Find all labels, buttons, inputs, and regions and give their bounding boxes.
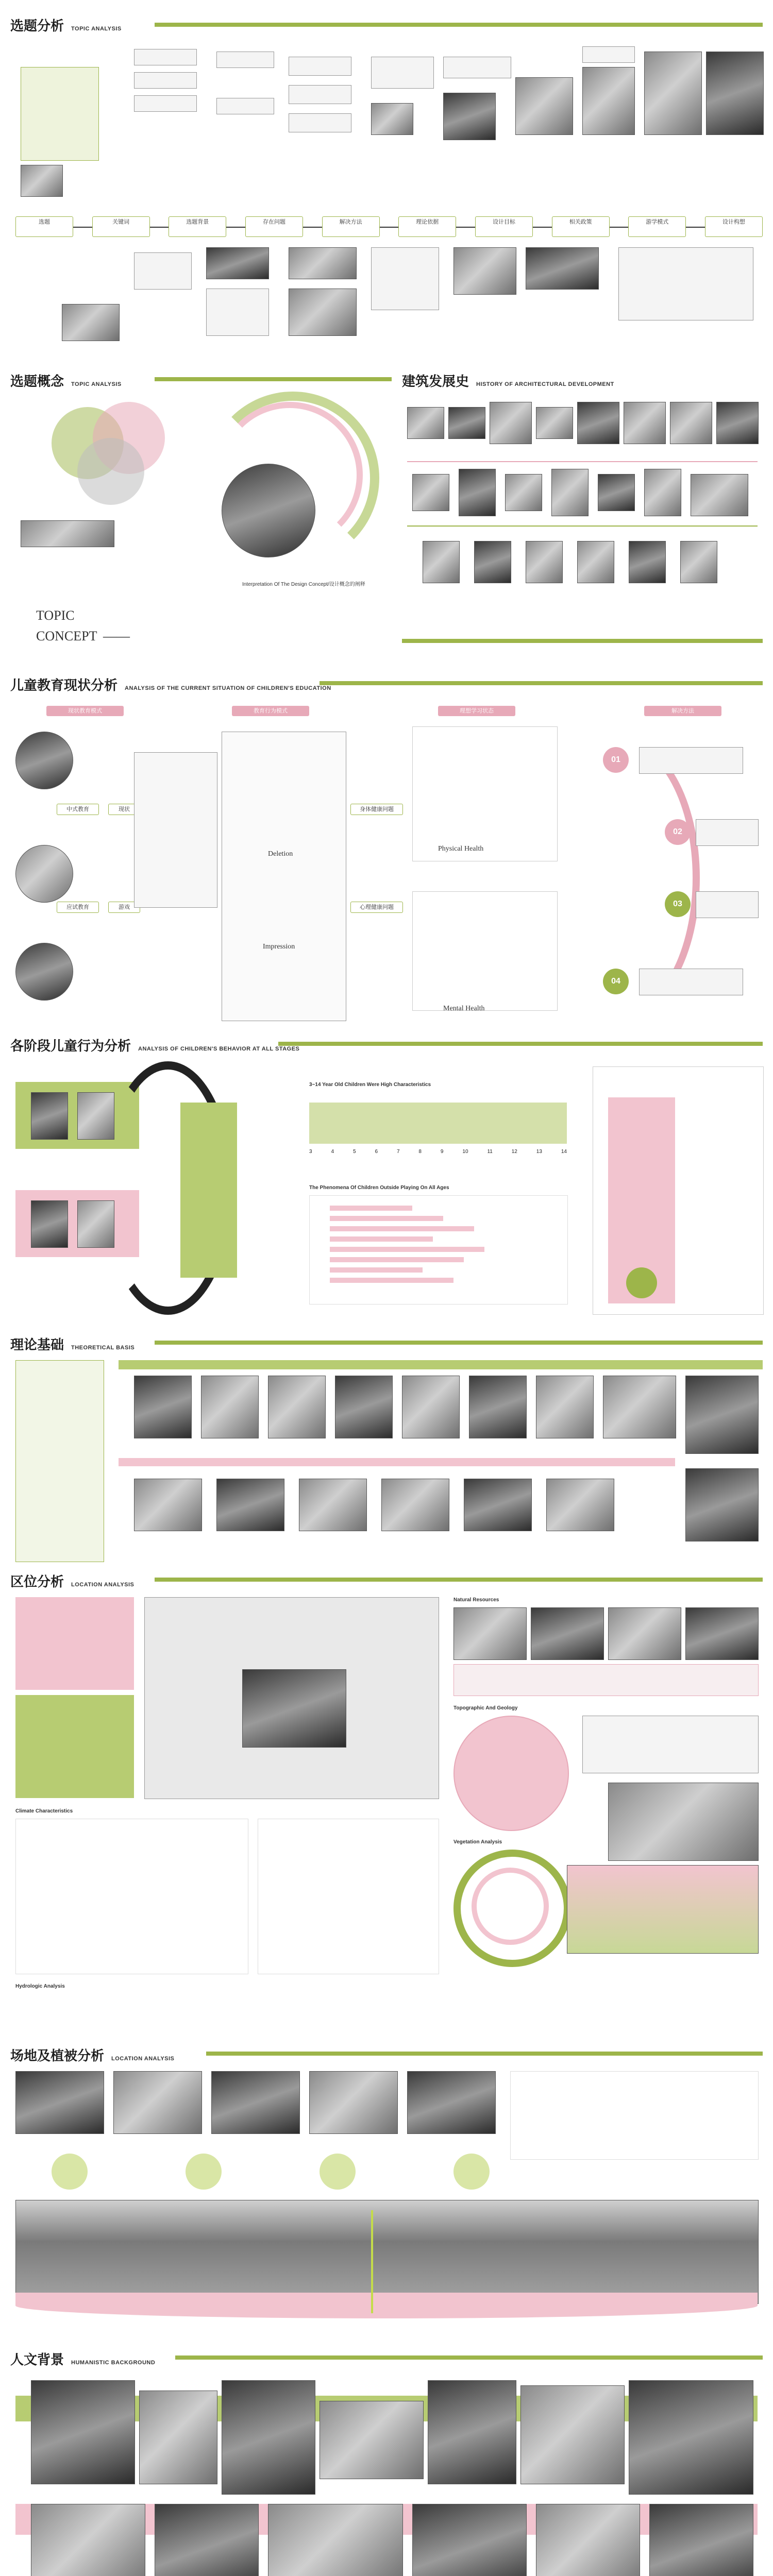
edu-step-text-1 [639,747,743,774]
humanistic-rule [175,2355,763,2360]
topic-title-rule [155,23,763,27]
location-map-1 [15,1597,134,1690]
topic-section [0,0,773,361]
edu-text-left [134,752,217,908]
topic-photo-12 [453,247,516,295]
site-pink-ground [15,2293,758,2318]
concept-topic-word: TOPIC [36,608,75,623]
history-photo-5 [577,402,619,444]
behavior-bar-5 [330,1247,484,1252]
edu-mid-tag-1: 心理健康问题 [350,902,403,913]
history-photo-21 [680,541,717,583]
site-bubble-2 [186,2154,222,2190]
location-veg-inner-ring [472,1868,549,1945]
humanistic-photo-5 [428,2380,516,2484]
age-tick: 6 [375,1149,378,1155]
location-natural-photo-1 [453,1607,527,1660]
theory-title-en: THEORETICAL BASIS [71,1345,135,1351]
edu-circle-photo-2 [15,845,73,903]
humanistic-photo-11 [412,2504,527,2576]
age-tick: 12 [511,1149,517,1155]
theory-left-panel [15,1360,104,1562]
concept-photo-strip [21,520,114,547]
location-natural-photo-3 [608,1607,681,1660]
behavior-bar-1 [330,1206,412,1211]
location-climate-label: Climate Characteristics [15,1808,73,1814]
timeline-node-1: 关键词 [92,216,150,237]
age-tick: 11 [487,1149,493,1155]
venn-circle-grey [77,438,144,505]
history-photo-20 [629,541,666,583]
topic-title [10,15,122,35]
history-title-en: HISTORY OF ARCHITECTURAL DEVELOPMENT [476,381,614,387]
age-tick: 10 [462,1149,468,1155]
site-photo-3 [211,2071,300,2134]
theory-section [0,1334,773,1566]
theory-pink-band [119,1458,675,1466]
humanistic-photo-2 [139,2391,217,2484]
edu-mental-panel [412,891,558,1011]
timeline-node-6: 设计目标 [475,216,533,237]
age-tick: 8 [418,1149,422,1155]
theory-photo-15 [546,1479,614,1531]
site-section [0,2045,773,2334]
site-photo-5 [407,2071,496,2134]
humanistic-photo-9 [155,2504,259,2576]
site-title [10,2045,174,2064]
behavior-bar-6 [330,1257,464,1262]
topic-photo-4 [515,77,573,135]
humanistic-photo-3 [222,2380,315,2495]
education-title-zh: 儿童教育现状分析 [10,677,118,693]
history-photo-7 [670,402,712,444]
behavior-bar-8 [330,1278,453,1283]
timeline-node-7: 相关政策 [552,216,610,237]
behavior-photo-1 [31,1092,68,1140]
concept-concept-word: CONCEPT [36,629,97,643]
edu-header-1: 教育行为模式 [232,706,309,716]
history-photo-12 [551,469,589,516]
topic-box-k [582,46,635,63]
topic-box-g [289,85,351,104]
history-photo-18 [526,541,563,583]
behavior-section [0,1036,773,1324]
behavior-photo-2 [77,1092,114,1140]
topic-photo-9 [206,247,269,279]
timeline-node-2: 选题背景 [169,216,226,237]
theory-photo-14 [464,1479,532,1531]
edu-header-3: 解决方法 [644,706,721,716]
edu-physical-panel [412,726,558,861]
theory-photo-16 [685,1468,759,1541]
history-photo-17 [474,541,511,583]
site-photo-1 [15,2071,104,2134]
age-tick: 7 [396,1149,400,1155]
topic-photo-13 [526,247,599,290]
edu-header-0: 现状教育模式 [46,706,124,716]
edu-circle-photo-3 [15,943,73,1001]
theory-photo-9 [685,1376,759,1454]
humanistic-photo-6 [520,2385,625,2484]
location-hydro-label: Hydrologic Analysis [15,1984,65,1989]
topic-photo-5 [582,67,635,135]
education-rule [320,681,763,685]
timeline-node-0: 选题 [15,216,73,237]
theory-photo-6 [469,1376,527,1438]
humanistic-photo-7 [629,2380,753,2495]
edu-tag-2: 应试教育 [57,902,99,913]
timeline-node-4: 解决方法 [322,216,380,237]
behavior-title-en: ANALYSIS OF CHILDREN'S BEHAVIOR AT ALL STAGES [138,1046,300,1052]
theory-photo-1 [134,1376,192,1438]
edu-mid-tag-0: 身体健康问题 [350,804,403,815]
behavior-bar-2 [330,1216,443,1221]
location-natural-label: Natural Resources [453,1597,499,1603]
history-photo-13 [598,474,635,511]
history-photo-10 [459,469,496,516]
theory-title-zh: 理论基础 [10,1337,64,1352]
behavior-bar-3 [330,1226,474,1231]
behavior-chart1-band [309,1103,567,1144]
location-topo-circle [453,1716,569,1831]
edu-step-text-3 [696,891,759,918]
age-tick: 5 [352,1149,356,1155]
location-topo-label: Topographic And Geology [453,1705,518,1711]
humanistic-photo-8 [31,2504,145,2576]
topic-photo-7 [706,52,764,135]
edu-step-03: 03 [665,891,691,917]
concept-dash: —— [103,629,130,643]
timeline-node-3: 存在问题 [245,216,303,237]
concept-title-zh: 选题概念 [10,374,64,389]
edu-mental-label: Mental Health [443,1005,485,1012]
behavior-photo-3 [31,1200,68,1248]
age-tick: 4 [331,1149,334,1155]
age-tick: 9 [440,1149,444,1155]
theory-photo-4 [335,1376,393,1438]
site-road-line [371,2210,373,2313]
education-title-en: ANALYSIS OF THE CURRENT SITUATION OF CHILDREN'S EDUCATION [125,685,331,691]
topic-photo-6 [644,52,702,135]
history-photo-3 [490,402,532,444]
topic-photo-8 [62,304,120,341]
behavior-strip-green-2 [180,1103,237,1278]
site-photo-2 [113,2071,202,2134]
edu-step-04: 04 [603,969,629,994]
theory-photo-7 [536,1376,594,1438]
theory-title [10,1334,135,1353]
site-axon-panel [510,2071,759,2160]
topic-title-zh: 选题分析 [10,18,64,33]
timeline-node-5: 理论依据 [398,216,456,237]
edu-mid-deletion: Deletion [268,850,293,858]
location-veg-3d [567,1865,759,1954]
topic-photo-11 [289,289,357,336]
age-tick: 14 [561,1149,567,1155]
location-natural-photo-4 [685,1607,759,1660]
theory-rule [155,1341,763,1345]
topic-box-b [134,72,197,89]
theory-top-band [119,1360,763,1369]
timeline-node-9: 设计构想 [705,216,763,237]
behavior-rule [278,1042,763,1046]
theory-photo-10 [134,1479,202,1531]
site-bubble-4 [453,2154,490,2190]
concept-title-en: TOPIC ANALYSIS [71,381,122,387]
behavior-chart1-title: 3~14 Year Old Children Were High Characteristics [309,1082,431,1088]
history-photo-2 [448,407,485,439]
history-photo-9 [412,474,449,511]
topic-box-c [134,95,197,112]
theory-photo-3 [268,1376,326,1438]
site-title-en: LOCATION ANALYSIS [111,2056,175,2062]
humanistic-photo-1 [31,2380,135,2484]
theory-photo-8 [603,1376,676,1438]
behavior-title-zh: 各阶段儿童行为分析 [10,1038,131,1054]
location-title-en: LOCATION ANALYSIS [71,1582,135,1588]
topic-box-h [289,113,351,132]
topic-photo-3 [443,93,496,140]
edu-step-01: 01 [603,747,629,773]
history-photo-14 [644,469,681,516]
topic-box-n [371,247,439,310]
history-photo-16 [423,541,460,583]
history-photo-4 [536,407,573,439]
history-photo-1 [407,407,444,439]
topic-title-en: TOPIC ANALYSIS [71,26,122,32]
topic-box-f [289,57,351,76]
humanistic-title [10,2349,155,2368]
location-title [10,1571,134,1590]
education-section [0,675,773,1025]
behavior-title [10,1036,299,1055]
topic-box-l [134,252,192,290]
history-photo-15 [691,474,748,516]
edu-circle-photo-1 [15,732,73,789]
topic-photo-1 [21,165,63,197]
site-photo-4 [309,2071,398,2134]
topic-intro-box [21,67,99,161]
site-bubble-3 [320,2154,356,2190]
history-photo-6 [624,402,666,444]
humanistic-section [0,2349,773,2576]
humanistic-photo-10 [268,2504,403,2576]
education-title [10,675,331,694]
location-natural-text [453,1664,759,1696]
concept-caption: Interpretation Of The Design Concept/设计概念的阐释 [242,582,365,587]
history-axis-green [407,526,758,527]
edu-step-text-4 [639,969,743,995]
behavior-age-axis [309,1149,567,1155]
edu-tag-1: 现状 [108,804,140,815]
topic-box-m [206,289,269,336]
behavior-bar-4 [330,1236,433,1242]
location-section [0,1571,773,2035]
location-terrain-3d [608,1783,759,1861]
history-title [402,371,614,390]
topic-box-e [216,98,274,114]
topic-timeline [15,216,763,237]
behavior-chart2-title: The Phenomena Of Children Outside Playing On All Ages [309,1185,449,1191]
topic-box-d [216,52,274,68]
edu-step-text-2 [696,819,759,846]
history-axis-pink [407,461,758,462]
edu-header-2: 理想学习状态 [438,706,515,716]
edu-physical-label: Physical Health [438,845,484,853]
location-veg-label: Vegetation Analysis [453,1839,502,1845]
theory-photo-12 [299,1479,367,1531]
location-map-2 [15,1695,134,1798]
topic-box-j [443,57,511,78]
concept-title [10,371,122,390]
location-topo-text [582,1716,759,1773]
humanistic-photo-13 [649,2504,753,2576]
location-natural-photo-2 [531,1607,604,1660]
behavior-bar-7 [330,1267,423,1273]
behavior-child-icon [626,1267,657,1298]
location-climate-chart-2 [258,1819,439,1974]
site-title-zh: 场地及植被分析 [10,2048,105,2063]
history-photo-19 [577,541,614,583]
location-map-highlight [242,1669,346,1748]
concept-rule [155,377,392,381]
site-rule [206,2052,763,2056]
location-rule [155,1578,763,1582]
edu-mid-panel [222,732,346,1021]
edu-step-02: 02 [665,819,691,845]
concept-section [0,371,773,659]
topic-chart-box [618,247,753,320]
age-tick: 3 [309,1149,312,1155]
theory-photo-11 [216,1479,284,1531]
theory-photo-5 [402,1376,460,1438]
topic-box-a [134,49,197,65]
history-photo-8 [716,402,759,444]
timeline-node-8: 游学模式 [628,216,686,237]
edu-tag-3: 游戏 [108,902,140,913]
humanistic-photo-4 [320,2401,424,2479]
location-title-zh: 区位分析 [10,1574,64,1589]
edu-tag-0: 中式教育 [57,804,99,815]
history-bottom-rule [402,639,763,643]
site-bubble-1 [52,2154,88,2190]
topic-photo-10 [289,247,357,279]
theory-photo-2 [201,1376,259,1438]
theory-photo-13 [381,1479,449,1531]
site-panorama [15,2200,759,2304]
edu-mid-impression: Impression [263,943,295,951]
humanistic-title-en: HUMANISTIC BACKGROUND [71,2360,156,2366]
age-tick: 13 [536,1149,542,1155]
location-climate-chart [15,1819,248,1974]
concept-center-photo [222,464,315,557]
history-photo-11 [505,474,542,511]
humanistic-title-zh: 人文背景 [10,2352,64,2367]
humanistic-photo-12 [536,2504,640,2576]
topic-photo-2 [371,103,413,135]
history-title-zh: 建筑发展史 [402,374,469,389]
topic-box-i [371,57,434,89]
